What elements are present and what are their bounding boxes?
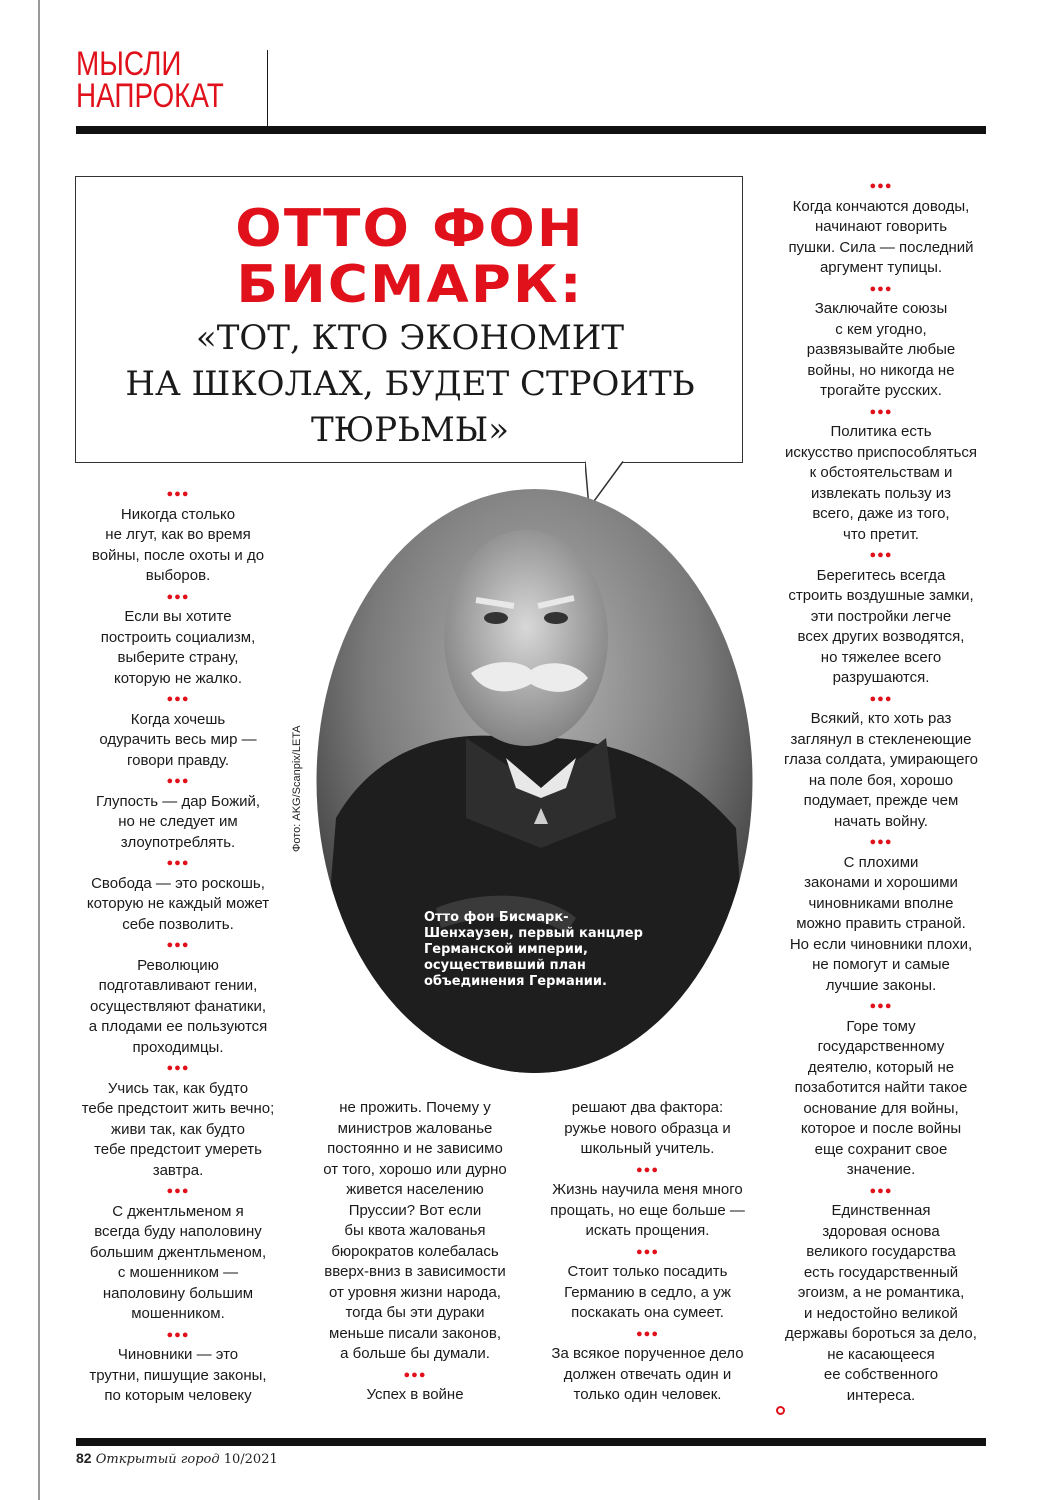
page-footer (76, 1450, 278, 1467)
quote-separator: ●●● (166, 939, 190, 951)
quote-separator: ●●● (869, 836, 893, 848)
page-margin-rule (38, 0, 40, 1500)
quote-separator: ●●● (869, 180, 893, 192)
quote-text: Чиновники — это трутни, пишущие законы, по которым человеку (89, 1346, 267, 1404)
quote-text: Свобода — это роскошь, которую не каждый может себе позволить. (86, 874, 270, 933)
quote-text: Если вы хотите построить социализм, выберите страну, которую не жалко. (100, 608, 256, 687)
quote-separator: ●●● (869, 549, 893, 561)
speech-bubble (75, 176, 743, 463)
quote-text: Единственная здоровая основа великого государства есть государственный эгоизм, а не романтика, и недостойно великой державы бороться за дело, не касающееся ее собственного интереса. (772, 1201, 990, 1415)
quote-separator: ●●● (869, 405, 893, 418)
end-of-article-icon (776, 1406, 785, 1415)
quote-text: С плохими законами и хорошими чиновниками вполне можно править страной. Но если чиновники плохи, не помогут и самые лучшие законы. (789, 853, 973, 994)
quote-separator: ●●● (166, 1062, 190, 1074)
quote-text: За всякое порученное дело должен отвечать один и только один человек. (551, 1345, 744, 1403)
quote-separator: ●●● (636, 1163, 659, 1176)
quote-text: Жизнь научила меня много прощать, но еще больше — искать прощения. (550, 1181, 745, 1239)
quote-text: Берегитесь всегда строить воздушные замки, эти постройки легче всех других возводятся, но тяжелее всего разрушаются. (788, 566, 974, 686)
quote-separator: ●●● (166, 488, 190, 500)
quote-text: Когда кончаются доводы, начинают говорить пушки. Сила — последний аргумент тупицы. (788, 197, 974, 276)
quote-text: Политика есть искусство приспособляться к обстоятельствам и извлекать пользу из всего, даже из того, что претит. (784, 423, 978, 543)
rubric-divider (267, 50, 268, 126)
quote-separator: ●●● (166, 857, 190, 869)
magazine-name: Открытый город (95, 1452, 220, 1467)
quote-text: Заключайте союзы с кем угодно, развязывайте любые войны, но никогда не трогайте русских. (806, 300, 956, 399)
quote-separator: ●●● (636, 1327, 659, 1340)
quote-separator: ●●● (166, 1328, 190, 1341)
quotes-column-3 (540, 1098, 755, 1406)
footer-rule (76, 1438, 986, 1446)
quote-separator: ●●● (166, 775, 190, 787)
quote-text: Успех в войне (366, 1386, 464, 1403)
quote-text: Стоит только посадить Германию в седло, а уж поскакать она сумеет. (564, 1263, 731, 1321)
quote-separator: ●●● (636, 1245, 659, 1258)
rubric-line-1: МЫСЛИ (76, 45, 182, 83)
quote-separator: ●●● (869, 692, 893, 705)
quote-text: Революцию подготавливают гении, осуществляют фанатики, а плодами ее пользуются проходимцы. (88, 956, 268, 1056)
headline-line-1: ОТТО ФОН (235, 199, 585, 259)
quote-text: решают два фактора: ружье нового образца и школьный учитель. (564, 1099, 731, 1157)
quote-separator: ●●● (403, 1368, 427, 1381)
headline-quote (76, 315, 744, 453)
quote-text: не прожить. Почему у министров жалованье постоянно и не зависимо от того, хорошо или дурно живется населению Пруссии? Вот если бы квота жалованья бюрократов колебалась вверх-вниз в зависимости от уровня жизни народа, тогда бы эти дураки меньше писали законов, а больше бы думали. (323, 1099, 507, 1362)
section-rubric (76, 45, 232, 115)
quote-text: Учись так, как будто тебе предстоит жить вечно; живи так, как будто тебе предстоит умереть завтра. (81, 1079, 275, 1179)
quote-line-3: ТЮРЬМЫ» (310, 410, 510, 450)
quote-separator: ●●● (166, 1185, 190, 1197)
rubric-line-2: НАПРОКАТ (76, 77, 224, 115)
quote-text: Всякий, кто хоть раз заглянул в стекленеющие глаза солдата, умирающего на поле боя, хорошо подумает, прежде чем начать войну. (784, 710, 978, 830)
issue-number: 10/2021 (223, 1452, 278, 1467)
quote-separator: ●●● (166, 590, 190, 603)
quote-text: Горе тому государственному деятелю, который не позаботится найти такое основание для войны, которое и после войны еще сохранит свое значение. (794, 1017, 968, 1178)
quote-text: Никогда столько не лгут, как во время войны, после охоты и до выборов. (91, 505, 265, 584)
page-number: 82 (76, 1450, 92, 1466)
photo-caption: Отто фон Бисмарк- Шенхаузен, первый канцлер Германской империи, осуществивший план объединения Германии. (424, 910, 643, 989)
photo-credit: Фото: AKG/Scanpix/LETA (291, 725, 303, 852)
quotes-column-2 (310, 1098, 520, 1406)
quote-separator: ●●● (869, 1000, 893, 1012)
quote-text: С джентльменом я всегда буду наполовину большим джентльменом, с мошенником — наполовину большим мошенником. (89, 1202, 267, 1322)
quotes-column-1 (76, 484, 280, 1407)
quote-separator: ●●● (869, 282, 893, 295)
quote-text: Глупость — дар Божий, но не следует им злоупотреблять. (95, 792, 261, 851)
headline (59, 201, 760, 313)
quote-line-2: НА ШКОЛАХ, БУДЕТ СТРОИТЬ (125, 364, 695, 404)
quote-text: Когда хочешь одурачить весь мир — говори правду. (99, 710, 257, 769)
quote-separator: ●●● (166, 693, 190, 705)
quote-line-1: «ТОТ, КТО ЭКОНОМИТ (195, 318, 625, 358)
header-rule (76, 126, 986, 134)
headline-line-2: БИСМАРК: (236, 255, 584, 315)
quote-separator: ●●● (869, 1184, 893, 1197)
quotes-column-4 (772, 176, 990, 1415)
